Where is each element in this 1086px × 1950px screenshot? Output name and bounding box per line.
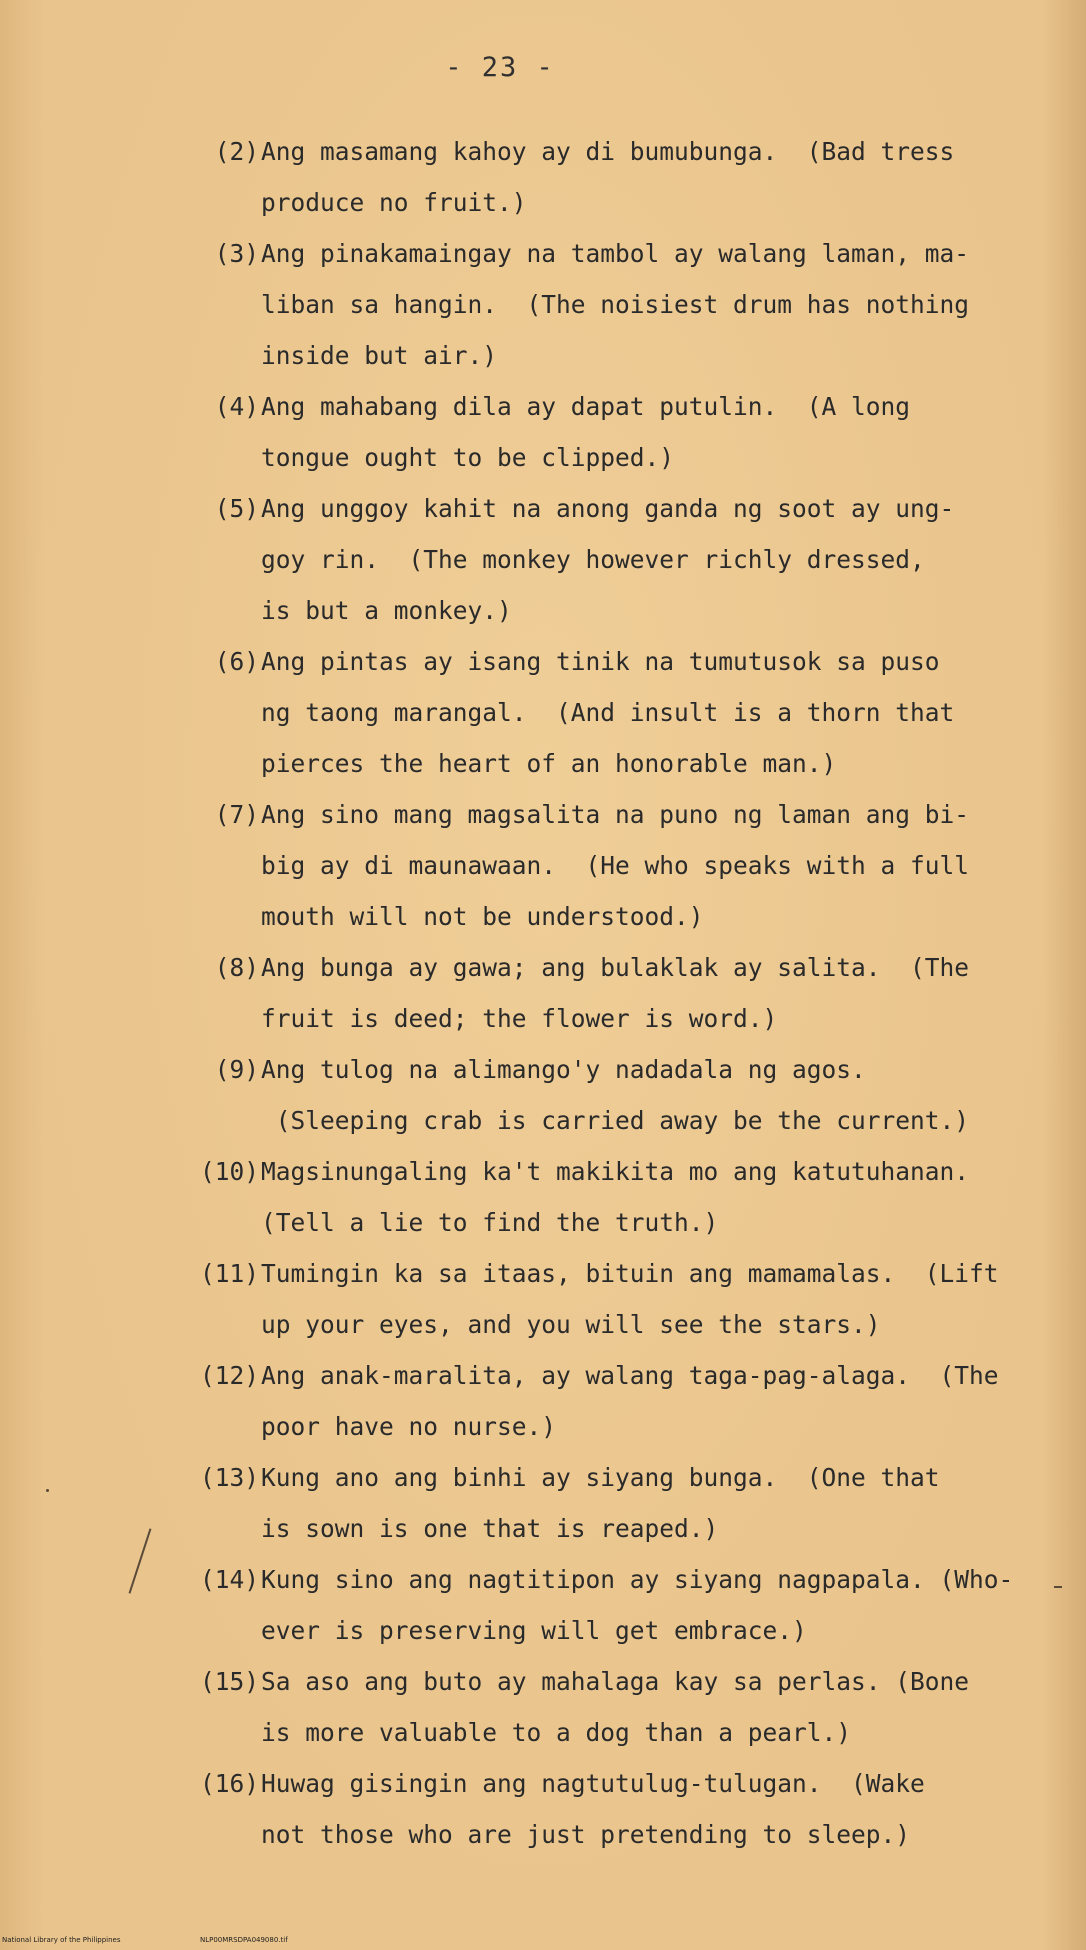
proverb-text — [261, 636, 1051, 789]
library-credit: National Library of the Philippines — [2, 1936, 121, 1944]
proverb-line: Kung ano ang binhi ay siyang bunga. (One that — [261, 1463, 940, 1492]
proverb-line: ng taong marangal. (And insult is a thorn that — [261, 698, 955, 727]
proverb-line: Ang tulog na alimango'y nadadala ng agos. — [261, 1055, 866, 1084]
proverb-text — [261, 381, 1051, 483]
proverb-entry — [0, 126, 1086, 228]
proverb-entry — [0, 1248, 1086, 1350]
proverb-entry — [0, 1758, 1086, 1860]
proverb-entry — [0, 381, 1086, 483]
proverb-entry — [0, 483, 1086, 636]
proverb-number: (11) — [199, 1259, 259, 1288]
proverb-entry — [0, 1044, 1086, 1146]
proverb-number: (9) — [214, 1055, 259, 1084]
proverb-number: (13) — [199, 1463, 259, 1492]
proverb-line: inside but air.) — [261, 341, 498, 370]
margin-dot-mark — [46, 1489, 49, 1492]
proverb-number: (10) — [199, 1157, 259, 1186]
proverb-number: (5) — [214, 494, 259, 523]
proverb-line: not those who are just pretending to sleep.) — [261, 1820, 911, 1849]
proverb-line: produce no fruit.) — [261, 188, 527, 217]
proverb-entry — [0, 1350, 1086, 1452]
scan-filename: NLP00MRSDPA049080.tif — [200, 1936, 288, 1944]
proverb-line: goy rin. (The monkey however richly dressed, — [261, 545, 925, 574]
margin-dash-mark — [1054, 1586, 1062, 1588]
proverb-line: mouth will not be understood.) — [261, 902, 704, 931]
proverb-entry — [0, 789, 1086, 942]
proverb-text — [261, 1554, 1051, 1656]
proverb-line: Ang masamang kahoy ay di bumubunga. (Bad tress — [261, 137, 955, 166]
proverb-number: (3) — [214, 239, 259, 268]
proverb-line: Ang mahabang dila ay dapat putulin. (A long — [261, 392, 911, 421]
proverb-text — [261, 789, 1051, 942]
proverb-entry — [0, 942, 1086, 1044]
proverb-entry — [0, 1656, 1086, 1758]
proverb-text — [261, 1350, 1051, 1452]
proverb-text — [261, 126, 1051, 228]
proverb-number: (16) — [199, 1769, 259, 1798]
proverb-number: (2) — [214, 137, 259, 166]
proverb-text — [261, 1044, 1051, 1146]
proverb-text — [261, 1452, 1051, 1554]
proverb-line: Magsinungaling ka't makikita mo ang katutuhanan. — [261, 1157, 970, 1186]
proverb-text — [261, 942, 1051, 1044]
proverb-line: liban sa hangin. (The noisiest drum has nothing — [261, 290, 970, 319]
proverb-text — [261, 1656, 1051, 1758]
proverb-entry — [0, 636, 1086, 789]
proverb-entry — [0, 1146, 1086, 1248]
proverb-line: Tumingin ka sa itaas, bituin ang mamamalas. (Lift — [261, 1259, 999, 1288]
proverb-number: (6) — [214, 647, 259, 676]
proverb-line: Kung sino ang nagtitipon ay siyang nagpapala. (Who- — [261, 1565, 1014, 1594]
proverb-line: Ang sino mang magsalita na puno ng laman ang bi- — [261, 800, 970, 829]
scan-footer — [0, 1934, 1086, 1948]
proverb-number: (7) — [214, 800, 259, 829]
proverb-line: (Tell a lie to find the truth.) — [261, 1208, 719, 1237]
page-number: - 23 - — [445, 52, 555, 83]
proverb-line: ever is preserving will get embrace.) — [261, 1616, 807, 1645]
proverb-text — [261, 1758, 1051, 1860]
proverb-line: Ang bunga ay gawa; ang bulaklak ay salita. (The — [261, 953, 970, 982]
proverb-line: big ay di maunawaan. (He who speaks with a full — [261, 851, 970, 880]
proverb-line: Ang anak-maralita, ay walang taga-pag-alaga. (The — [261, 1361, 999, 1390]
proverb-line: Huwag gisingin ang nagtutulug-tulugan. (Wake — [261, 1769, 925, 1798]
proverb-line: Ang pinakamaingay na tambol ay walang laman, ma- — [261, 239, 970, 268]
proverb-line: (Sleeping crab is carried away be the current.) — [261, 1106, 970, 1135]
proverb-entry — [0, 228, 1086, 381]
proverb-line: tongue ought to be clipped.) — [261, 443, 675, 472]
proverb-number: (14) — [199, 1565, 259, 1594]
proverb-number: (8) — [214, 953, 259, 982]
proverb-line: pierces the heart of an honorable man.) — [261, 749, 837, 778]
proverb-line: poor have no nurse.) — [261, 1412, 557, 1441]
proverb-text — [261, 1146, 1051, 1248]
proverb-entry — [0, 1554, 1086, 1656]
proverb-line: fruit is deed; the flower is word.) — [261, 1004, 778, 1033]
proverb-text — [261, 1248, 1051, 1350]
proverb-line: Sa aso ang buto ay mahalaga kay sa perlas. (Bone — [261, 1667, 970, 1696]
proverb-text — [261, 228, 1051, 381]
proverb-line: is but a monkey.) — [261, 596, 512, 625]
proverb-line: Ang unggoy kahit na anong ganda ng soot ay ung- — [261, 494, 955, 523]
proverb-line: up your eyes, and you will see the stars.) — [261, 1310, 881, 1339]
proverb-line: Ang pintas ay isang tinik na tumutusok sa puso — [261, 647, 940, 676]
proverb-number: (15) — [199, 1667, 259, 1696]
proverb-entry — [0, 1452, 1086, 1554]
proverb-line: is sown is one that is reaped.) — [261, 1514, 719, 1543]
proverb-text — [261, 483, 1051, 636]
proverb-number: (12) — [199, 1361, 259, 1390]
proverb-number: (4) — [214, 392, 259, 421]
proverb-line: is more valuable to a dog than a pearl.) — [261, 1718, 852, 1747]
